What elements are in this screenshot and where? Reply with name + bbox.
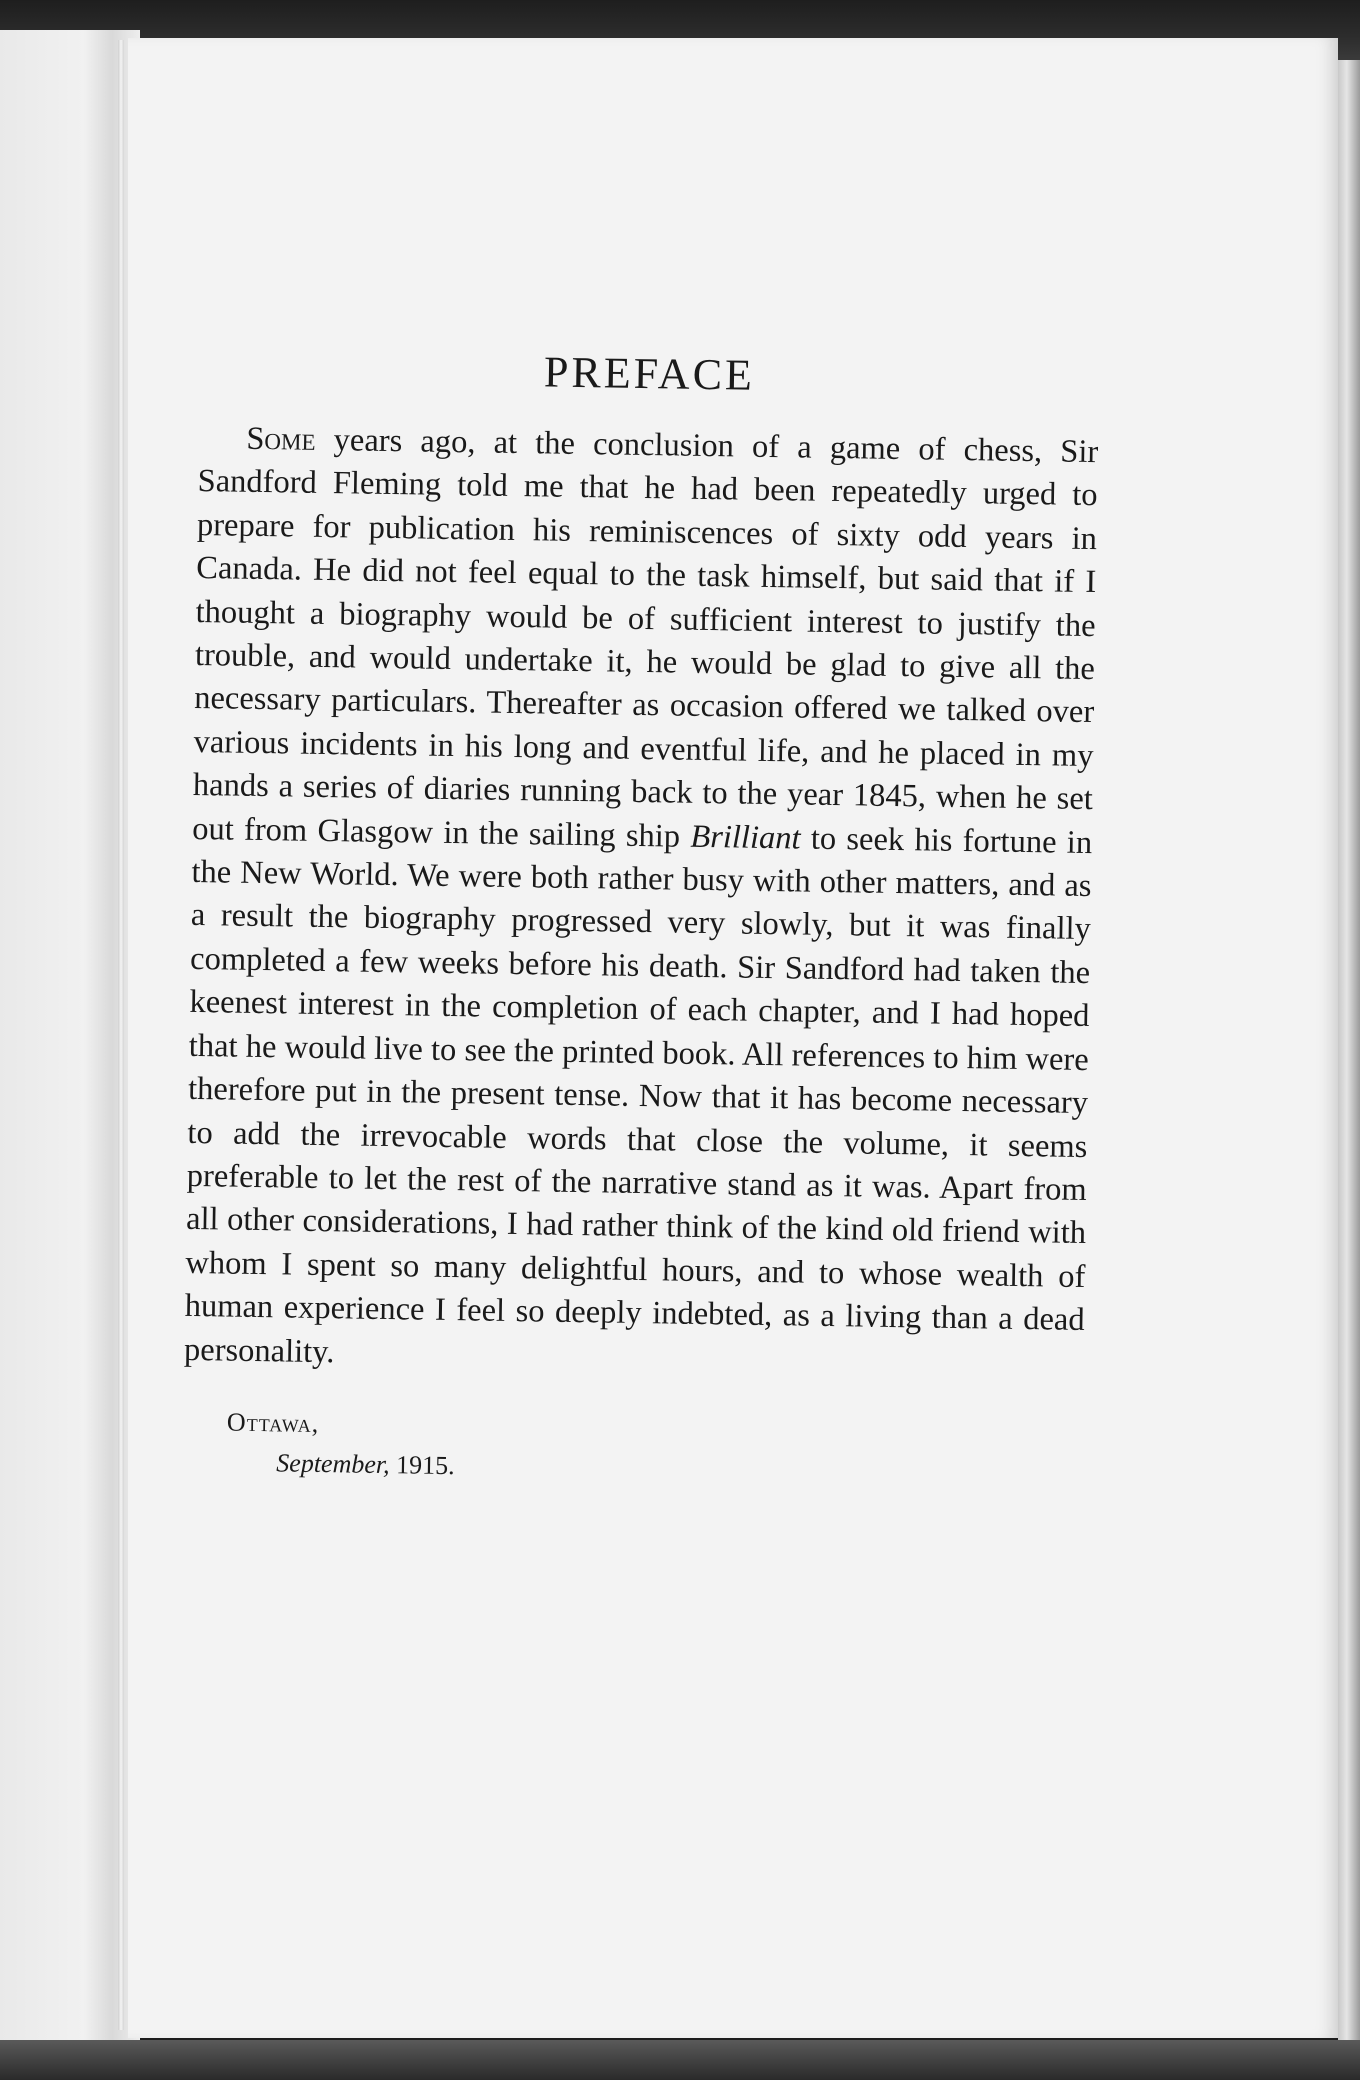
page-title: PREFACE (543, 347, 756, 400)
signature-place: Ottawa, (226, 1407, 320, 1438)
signature-year: 1915. (389, 1450, 455, 1481)
page-content (182, 335, 1100, 1496)
paragraph-text-part-1: years ago, at the conclusion of a game of chess, Sir Sandford Fleming told me that he had been repeatedly urged to prepare for publication his reminiscences of sixty odd years in Canada. He did not feel equal to the task himself, but said that if I thought a biography would be of sufficient interest to justify the trouble, and would undertake it, he would be glad to give all the necessary particulars. Thereafter as occasion offered we talked over various incidents in his long and eventful life, and he placed in my hands a series of diaries running back to the year 1845, when he set out from Glasgow in the sailing ship (191, 421, 1099, 855)
paragraph-text-part-2: to seek his fortune in the New World. We were both rather busy with other matters, and as a result the biography progressed very slowly, but it was finally completed a few weeks before his death. Sir Sandford had taken the keenest interest in the completion of each chapter, and I had hoped that he would live to see the printed book. All references to him were therefore put in the present tense. Now that it has become necessary to add the irrevocable words that close the volume, it seems preferable to let the rest of the narrative stand as it was. Apart from all other considerations, I had rather think of the kind old friend with whom I spent so many delightful hours, and to whose wealth of human experience I feel so deeply indebted, as a living than a dead personality. (183, 820, 1093, 1370)
page-stack-right-edge (1338, 60, 1360, 2050)
ship-name-italic: Brilliant (690, 818, 801, 857)
preface-paragraph (184, 417, 1099, 1386)
signature-month: September, (276, 1448, 390, 1480)
signature-block (182, 1402, 1083, 1496)
paragraph-lead-small-caps: Some (246, 420, 316, 458)
book-bottom-edge (0, 2040, 1360, 2080)
book-gutter (118, 40, 124, 2030)
